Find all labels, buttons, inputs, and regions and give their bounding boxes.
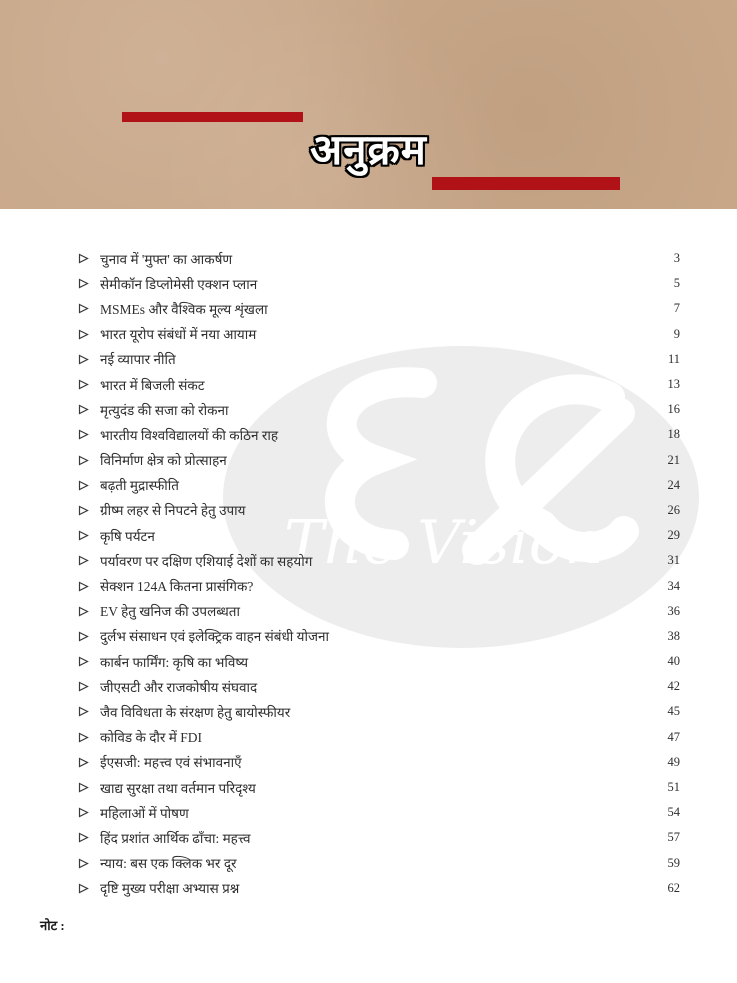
- arrow-right-outline-icon: [78, 354, 91, 365]
- toc-item[interactable]: [78, 473, 680, 498]
- toc-item-label: जीएसटी और राजकोषीय संघवाद: [100, 679, 258, 695]
- arrow-right-outline-icon: [78, 858, 91, 869]
- toc-item-page: 5: [673, 276, 680, 291]
- toc-item-label: बढ़ती मुद्रास्फीति: [100, 478, 179, 494]
- toc-item-label: कोविड के दौर में FDI: [100, 730, 202, 746]
- toc-item[interactable]: [78, 523, 680, 548]
- toc-item-page: 24: [667, 477, 680, 492]
- page-title: अनुक्रम: [310, 125, 427, 174]
- arrow-right-outline-icon: [78, 883, 91, 894]
- toc-item[interactable]: [78, 296, 680, 321]
- red-bar-right: [432, 177, 620, 190]
- arrow-right-outline-icon: [78, 455, 91, 466]
- toc-item[interactable]: [78, 649, 680, 674]
- toc-item[interactable]: [78, 624, 680, 649]
- toc-item-page: 26: [667, 502, 680, 517]
- toc-item-page: 7: [673, 301, 680, 316]
- toc-item-label: कृषि पर्यटन: [100, 528, 155, 544]
- toc-item-label: सेमीकॉन डिप्लोमेसी एक्शन प्लान: [100, 276, 258, 292]
- toc-item-page: 47: [667, 729, 680, 744]
- arrow-right-outline-icon: [78, 732, 91, 743]
- arrow-right-outline-icon: [78, 505, 91, 516]
- toc-item[interactable]: [78, 851, 680, 876]
- toc-item[interactable]: [78, 699, 680, 724]
- toc-item[interactable]: [78, 372, 680, 397]
- arrow-right-outline-icon: [78, 606, 91, 617]
- toc-item[interactable]: [78, 725, 680, 750]
- toc-item[interactable]: [78, 599, 680, 624]
- toc-item-label: भारत में बिजली संकट: [100, 377, 205, 393]
- toc-item-page: 40: [667, 654, 680, 669]
- toc-item-label: जैव विविधता के संरक्षण हेतु बायोस्फीयर: [100, 704, 291, 720]
- arrow-right-outline-icon: [78, 253, 91, 264]
- toc-item-label: पर्यावरण पर दक्षिण एशियाई देशों का सहयोग: [100, 553, 313, 569]
- arrow-right-outline-icon: [78, 555, 91, 566]
- arrow-right-outline-icon: [78, 832, 91, 843]
- toc-item[interactable]: [78, 750, 680, 775]
- toc-item-label: दृष्टि मुख्य परीक्षा अभ्यास प्रश्न: [100, 881, 240, 897]
- arrow-right-outline-icon: [78, 329, 91, 340]
- toc-item-page: 16: [667, 402, 680, 417]
- toc-item[interactable]: [78, 448, 680, 473]
- arrow-right-outline-icon: [78, 757, 91, 768]
- toc-item-label: मृत्युदंड की सजा को रोकना: [100, 402, 229, 418]
- toc-item-page: 13: [667, 377, 680, 392]
- toc-item-page: 62: [667, 880, 680, 895]
- toc-item-label: दुर्लभ संसाधन एवं इलेक्ट्रिक वाहन संबंधी योजना: [100, 629, 330, 645]
- toc-item-label: कार्बन फार्मिंग: कृषि का भविष्य: [100, 654, 249, 670]
- arrow-right-outline-icon: [78, 278, 91, 289]
- toc-item-page: 29: [667, 528, 680, 543]
- toc-item-label: न्याय: बस एक क्लिक भर दूर: [100, 856, 237, 872]
- toc-item-page: 42: [667, 679, 680, 694]
- toc-item[interactable]: [78, 876, 680, 901]
- toc-item-page: 3: [673, 251, 680, 266]
- toc-item-page: 45: [667, 704, 680, 719]
- arrow-right-outline-icon: [78, 807, 91, 818]
- toc-item[interactable]: [78, 825, 680, 850]
- toc-item-page: 9: [673, 326, 680, 341]
- toc-item[interactable]: [78, 674, 680, 699]
- arrow-right-outline-icon: [78, 782, 91, 793]
- toc-item-page: 11: [667, 351, 680, 366]
- arrow-right-outline-icon: [78, 429, 91, 440]
- toc-item-label: हिंद प्रशांत आर्थिक ढाँचा: महत्त्व: [100, 830, 251, 846]
- toc-item[interactable]: [78, 422, 680, 447]
- toc-item-page: 57: [667, 830, 680, 845]
- watermark-text: The Vision: [284, 508, 604, 578]
- toc-item-label: विनिर्माण क्षेत्र को प्रोत्साहन: [100, 453, 227, 469]
- toc-item-label: ग्रीष्म लहर से निपटने हेतु उपाय: [100, 503, 246, 519]
- toc-item[interactable]: [78, 498, 680, 523]
- toc-item[interactable]: [78, 271, 680, 296]
- arrow-right-outline-icon: [78, 631, 91, 642]
- toc-item-label: सेक्शन 124A कितना प्रासंगिक?: [100, 579, 254, 595]
- arrow-right-outline-icon: [78, 530, 91, 541]
- toc-item-page: 49: [667, 754, 680, 769]
- toc-item-label: भारत यूरोप संबंधों में नया आयाम: [100, 327, 257, 343]
- toc-item-page: 34: [667, 578, 680, 593]
- note-label: नोट :: [40, 918, 65, 933]
- toc-item-page: 59: [667, 855, 680, 870]
- toc-item-page: 31: [667, 553, 680, 568]
- toc-item[interactable]: [78, 800, 680, 825]
- toc-item-page: 18: [667, 427, 680, 442]
- toc-item-label: महिलाओं में पोषण: [100, 805, 189, 821]
- toc-item-label: भारतीय विश्वविद्यालयों की कठिन राह: [100, 427, 279, 443]
- toc-item-page: 54: [667, 805, 680, 820]
- arrow-right-outline-icon: [78, 656, 91, 667]
- toc-item[interactable]: [78, 246, 680, 271]
- arrow-right-outline-icon: [78, 681, 91, 692]
- header-banner: [0, 0, 737, 209]
- toc-item[interactable]: [78, 775, 680, 800]
- arrow-right-outline-icon: [78, 706, 91, 717]
- toc-item-page: 38: [667, 628, 680, 643]
- toc-item-page: 36: [667, 603, 680, 618]
- toc-item-page: 51: [667, 780, 680, 795]
- toc-item[interactable]: [78, 322, 680, 347]
- toc-item-label: ईएसजी: महत्त्व एवं संभावनाएँ: [100, 755, 242, 771]
- arrow-right-outline-icon: [78, 581, 91, 592]
- arrow-right-outline-icon: [78, 404, 91, 415]
- toc-item-label: EV हेतु खनिज की उपलब्धता: [100, 604, 240, 620]
- toc-item-page: 21: [667, 452, 680, 467]
- toc-item-label: चुनाव में 'मुफ्त' का आकर्षण: [100, 251, 233, 267]
- arrow-right-outline-icon: [78, 480, 91, 491]
- arrow-right-outline-icon: [78, 303, 91, 314]
- toc-list: [78, 246, 680, 901]
- toc-item[interactable]: [78, 397, 680, 422]
- toc-item[interactable]: [78, 573, 680, 598]
- arrow-right-outline-icon: [78, 379, 91, 390]
- toc-item-label: नई व्यापार नीति: [100, 352, 176, 368]
- toc-item[interactable]: [78, 347, 680, 372]
- toc-item[interactable]: [78, 548, 680, 573]
- toc-item-label: खाद्य सुरक्षा तथा वर्तमान परिदृश्य: [100, 780, 256, 796]
- toc-item-label: MSMEs और वैश्विक मूल्य शृंखला: [100, 301, 268, 317]
